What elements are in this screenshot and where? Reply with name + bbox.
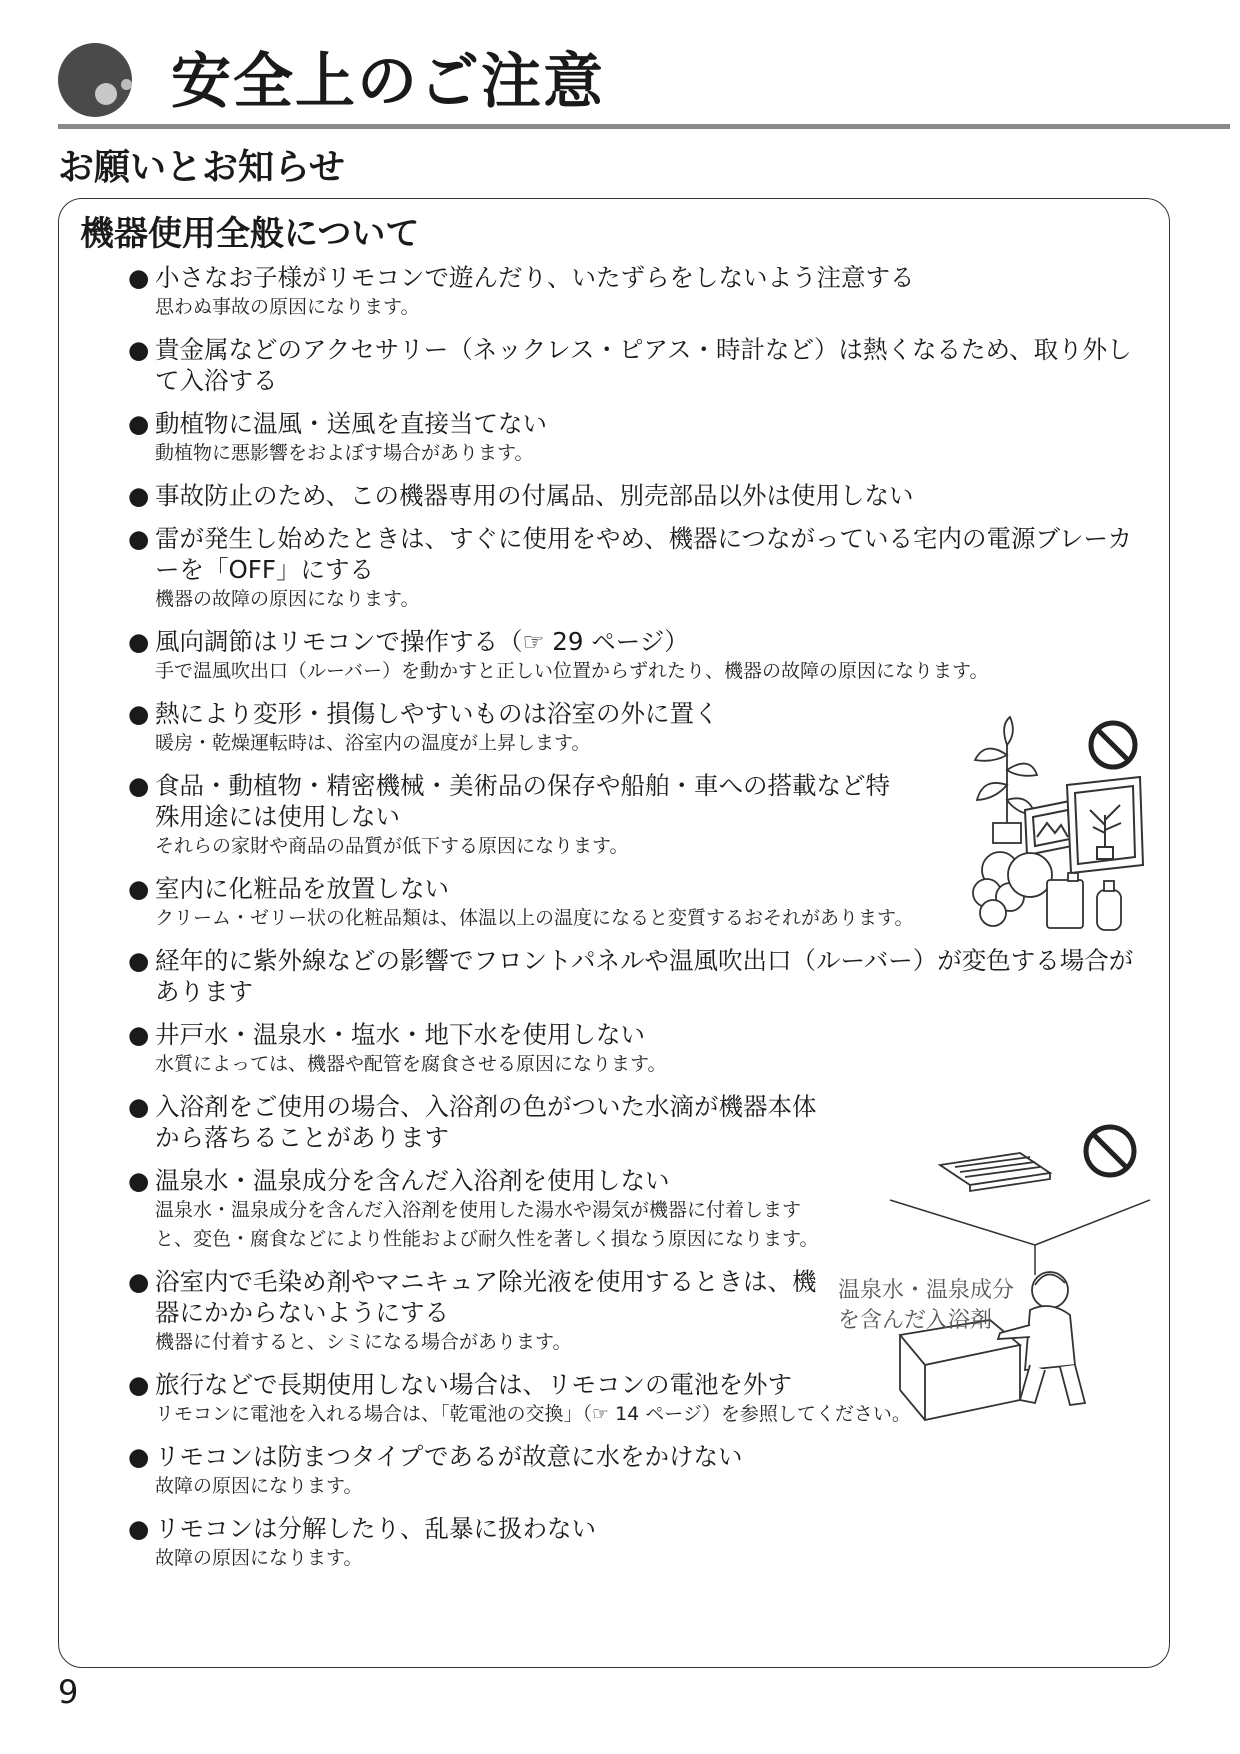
notice-heading: ● 井戸水・温泉水・塩水・地下水を使用しない	[128, 1019, 1156, 1050]
notice-heading: ● 室内に化粧品を放置しない	[128, 873, 1156, 904]
notice-detail: 動植物に悪影響をおよぼす場合があります。	[155, 442, 534, 464]
fruit-icon	[973, 852, 1052, 926]
notice-heading: ● 温泉水・温泉成分を含んだ入浴剤を使用しない	[128, 1165, 835, 1196]
notice-heading: ● リモコンは防まつタイプであるが故意に水をかけない	[128, 1441, 1156, 1472]
notice-detail: 暖房・乾燥運転時は、浴室内の温度が上昇します。	[155, 732, 591, 754]
notice-heading: ● 入浴剤をご使用の場合、入浴剤の色がついた水滴が機器本体から落ちることがあります	[128, 1091, 835, 1153]
header-dot-icon	[58, 43, 132, 117]
bottle-icon	[1047, 873, 1121, 930]
heat-sensitive-items-illustration	[955, 715, 1155, 935]
notice-detail: それらの家財や商品の品質が低下する原因になります。	[155, 835, 629, 857]
notice-item	[128, 408, 1156, 468]
header-dot-icon	[121, 79, 132, 90]
notice-heading: ● 動植物に温風・送風を直接当てない	[128, 408, 1156, 439]
prohibition-icon	[1091, 723, 1135, 767]
caption-line: 温泉水・温泉成分	[838, 1278, 1015, 1303]
notice-heading: ● 雷が発生し始めたときは、すぐに使用をやめ、機器につながっている宅内の電源ブレーカーを「OFF」にする	[128, 523, 1156, 585]
page-title: 安全上のご注意	[171, 47, 605, 117]
page-header	[58, 40, 1238, 130]
ventilation-unit-icon	[940, 1153, 1050, 1191]
notice-item	[128, 523, 1156, 614]
header-rule	[58, 124, 1230, 129]
notice-detail: 機器の故障の原因になります。	[155, 588, 420, 610]
page-number: 9	[58, 1673, 79, 1711]
notice-heading: ● 小さなお子様がリモコンで遊んだり、いたずらをしないよう注意する	[128, 262, 1156, 293]
notice-heading: ● 食品・動植物・精密機械・美術品の保存や船舶・車への搭載など特殊用途には使用しない	[128, 770, 895, 832]
illustration-caption	[838, 1276, 1014, 1336]
notice-detail: 故障の原因になります。	[155, 1547, 363, 1569]
notice-heading: ● 熱により変形・損傷しやすいものは浴室の外に置く	[128, 698, 935, 729]
notice-detail: 機器に付着すると、シミになる場合があります。	[155, 1331, 572, 1353]
notice-heading: ● 経年的に紫外線などの影響でフロントパネルや温風吹出口（ルーバー）が変色する場合があります	[128, 945, 1156, 1007]
notice-item	[128, 262, 1156, 322]
notice-heading: ● 風向調節はリモコンで操作する（☞ 29 ページ）	[128, 626, 1156, 657]
notice-item	[128, 334, 1156, 396]
notice-heading: ● 貴金属などのアクセサリー（ネックレス・ピアス・時計など）は熱くなるため、取り外して入浴する	[128, 334, 1156, 396]
notice-heading: ● 事故防止のため、この機器専用の付属品、別売部品以外は使用しない	[128, 480, 1156, 511]
bath-salts-illustration	[880, 1115, 1150, 1435]
notice-item	[128, 1513, 1156, 1573]
notice-detail: リモコンに電池を入れる場合は、「乾電池の交換」（☞ 14 ページ）を参照してください。	[155, 1403, 911, 1425]
header-dot-icon	[95, 83, 117, 105]
notice-detail: 故障の原因になります。	[155, 1475, 363, 1497]
notice-heading: ● 旅行などで長期使用しない場合は、リモコンの電池を外す	[128, 1369, 1156, 1400]
notice-detail: 温泉水・温泉成分を含んだ入浴剤を使用した湯水や湯気が機器に付着しますと、変色・腐食などにより性能および耐久性を著しく損なう原因になります。	[155, 1199, 819, 1250]
page-subtitle: お願いとお知らせ	[58, 147, 345, 188]
caption-line: を含んだ入浴剤	[838, 1308, 993, 1333]
notice-heading: ● 浴室内で毛染め剤やマニキュア除光液を使用するときは、機器にかからないようにする	[128, 1266, 835, 1328]
prohibition-icon	[1086, 1127, 1134, 1175]
notice-detail: 手で温風吹出口（ルーバー）を動かすと正しい位置からずれたり、機器の故障の原因になります。	[155, 660, 989, 682]
section-title: 機器使用全般について	[80, 214, 420, 254]
notice-item	[128, 1441, 1156, 1501]
notice-detail: クリーム・ゼリー状の化粧品類は、体温以上の温度になると変質するおそれがあります。	[155, 907, 914, 929]
notice-detail: 思わぬ事故の原因になります。	[155, 296, 420, 318]
notice-item	[128, 626, 1156, 686]
notice-heading: ● リモコンは分解したり、乱暴に扱わない	[128, 1513, 1156, 1544]
notice-item	[128, 480, 1156, 511]
notice-item	[128, 1019, 1156, 1079]
notice-detail: 水質によっては、機器や配管を腐食させる原因になります。	[155, 1053, 667, 1075]
notice-item	[128, 945, 1156, 1007]
